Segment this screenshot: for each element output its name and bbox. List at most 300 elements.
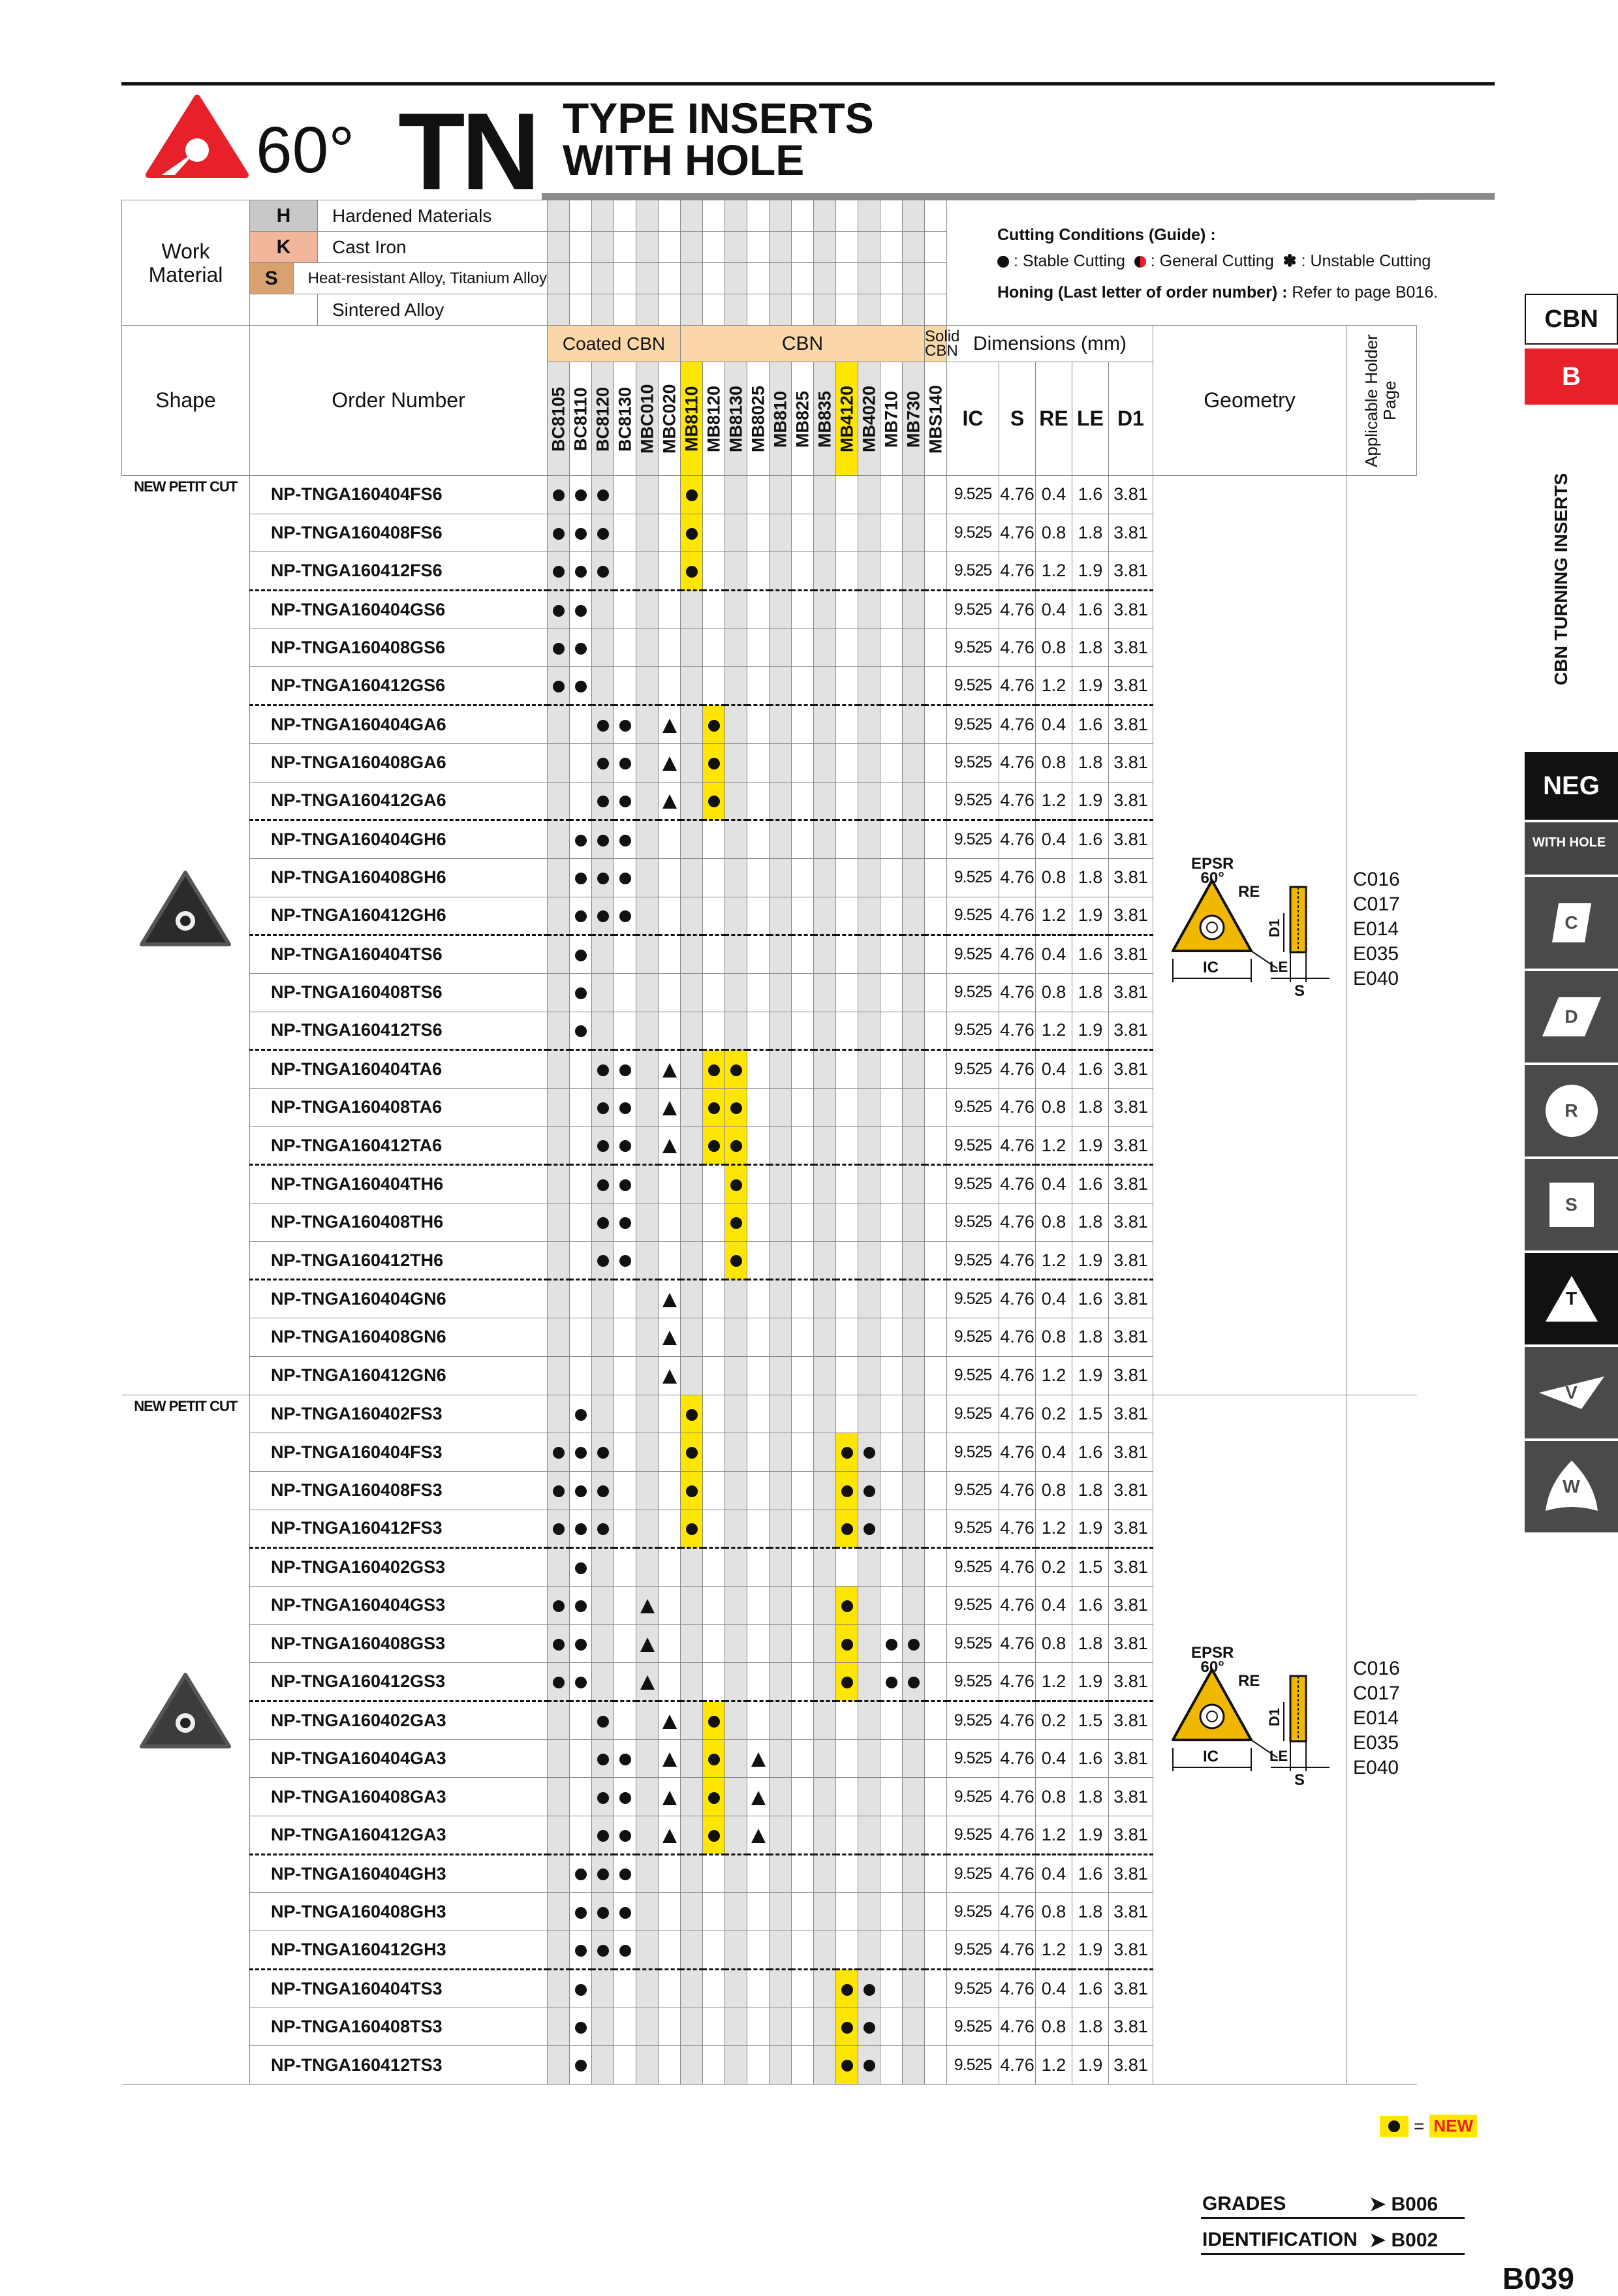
order-number: NP-TNGA160404GA6 — [250, 706, 548, 744]
re-label: RE — [1238, 883, 1260, 901]
shape-tab-c[interactable]: C — [1525, 877, 1618, 969]
grade-cell — [903, 1471, 925, 1510]
grade-cell — [636, 1854, 659, 1893]
dot-mark-icon — [908, 1639, 920, 1651]
grade-cell — [836, 1701, 858, 1740]
grade-name: MB4120 — [837, 385, 856, 452]
grade-cell — [548, 591, 570, 629]
grade-cell — [614, 552, 636, 591]
grade-header — [570, 362, 592, 476]
grade-cell — [703, 1165, 725, 1203]
dim-value: 1.9 — [1072, 552, 1109, 591]
footer-rule-2 — [1201, 2253, 1465, 2255]
grade-cell — [770, 1241, 792, 1280]
dim-value: 4.76 — [999, 667, 1036, 706]
dot-mark-icon — [863, 1984, 875, 1996]
dot-mark-icon — [863, 1447, 875, 1459]
dim-value: 3.81 — [1109, 1318, 1153, 1357]
grade-cell — [548, 820, 570, 859]
shape-tab-t[interactable]: T — [1525, 1253, 1618, 1344]
grade-cell — [770, 1433, 792, 1472]
grade-cell — [659, 1548, 681, 1587]
order-number: NP-TNGA160402GA3 — [250, 1701, 548, 1740]
triangle-mark-icon — [662, 756, 677, 771]
dim-value: 1.5 — [1072, 1548, 1109, 1587]
grade-cell — [659, 1816, 681, 1855]
grade-cell — [659, 1203, 681, 1242]
grade-cell — [925, 858, 947, 897]
dot-mark-icon — [575, 1562, 587, 1574]
order-number: NP-TNGA160412FS3 — [250, 1510, 548, 1548]
grade-cell — [592, 591, 614, 629]
grade-cell — [725, 1510, 747, 1548]
dim-value: 4.76 — [999, 1126, 1036, 1165]
grade-cell — [814, 476, 836, 514]
grade-cell — [925, 1126, 947, 1165]
wm-name: Hardened Materials — [332, 205, 492, 226]
grade-cell — [770, 1893, 792, 1931]
tab-with-hole[interactable]: WITH HOLE — [1525, 822, 1618, 875]
grade-cell — [548, 1203, 570, 1242]
grade-cell — [570, 476, 592, 514]
dim-value: 9.525 — [947, 1318, 999, 1357]
grade-cell — [636, 1663, 659, 1701]
col-solid-cbn: Solid CBN — [925, 326, 947, 362]
dot-mark-icon — [575, 950, 587, 961]
grade-cell — [636, 706, 659, 744]
dim-value: 0.4 — [1036, 1165, 1072, 1203]
grade-cell — [703, 1356, 725, 1395]
grade-cell — [814, 1931, 836, 1970]
grade-cell — [792, 1280, 814, 1318]
grade-cell — [614, 897, 636, 935]
grade-name: BC8110 — [570, 386, 590, 451]
grade-cell — [725, 1433, 747, 1472]
grade-cell — [636, 1778, 659, 1816]
wm-grade-cell — [880, 200, 903, 232]
grade-cell — [770, 1510, 792, 1548]
grade-cell — [570, 1471, 592, 1510]
dot-mark-icon — [597, 1102, 609, 1114]
shape-tab-d[interactable]: D — [1525, 971, 1618, 1063]
grade-cell — [614, 1241, 636, 1280]
dim-value: 9.525 — [947, 935, 999, 974]
order-number: NP-TNGA160408TA6 — [250, 1089, 548, 1127]
dim-value: 3.81 — [1109, 1433, 1153, 1472]
grade-cell — [592, 1089, 614, 1127]
grade-cell — [681, 1318, 703, 1357]
grade-cell — [681, 743, 703, 782]
grade-cell — [858, 591, 880, 629]
col-shape: Shape — [122, 326, 250, 476]
wm-grade-cell — [814, 200, 836, 232]
dim-value: 3.81 — [1109, 2008, 1153, 2046]
dot-mark-icon — [686, 1447, 698, 1459]
dot-mark-icon — [597, 835, 609, 846]
grade-cell — [925, 1280, 947, 1318]
grade-cell — [659, 2046, 681, 2085]
shape-tab-r[interactable]: R — [1525, 1065, 1618, 1156]
grade-cell — [880, 1280, 903, 1318]
grade-cell — [747, 1854, 770, 1893]
dim-value: 4.76 — [999, 897, 1036, 935]
grade-cell — [659, 1433, 681, 1472]
grade-cell — [725, 628, 747, 667]
grade-cell — [703, 1280, 725, 1318]
grade-cell — [725, 743, 747, 782]
grade-cell — [592, 1931, 614, 1970]
dim-value: 9.525 — [947, 1395, 999, 1433]
grade-cell — [880, 935, 903, 974]
grade-cell — [703, 476, 725, 514]
grade-cell — [614, 820, 636, 859]
dim-value: 9.525 — [947, 552, 999, 591]
grade-cell — [814, 1701, 836, 1740]
grade-cell — [570, 1318, 592, 1357]
grade-cell — [614, 1510, 636, 1548]
grade-cell — [792, 1089, 814, 1127]
dot-mark-icon — [619, 1907, 631, 1919]
dim-value: 1.5 — [1072, 1701, 1109, 1740]
grade-cell — [636, 1356, 659, 1395]
wm-name: Heat-resistant Alloy, Titanium Alloy — [307, 269, 547, 287]
grade-cell — [681, 1854, 703, 1893]
grade-cell — [703, 743, 725, 782]
grade-cell — [703, 1969, 725, 2008]
grade-cell — [614, 1816, 636, 1855]
dim-value: 1.9 — [1072, 667, 1109, 706]
grade-cell — [770, 1624, 792, 1663]
grade-cell — [925, 1816, 947, 1855]
grade-cell — [747, 514, 770, 552]
grade-cell — [548, 1050, 570, 1089]
grade-cell — [681, 1816, 703, 1855]
grade-cell — [592, 1356, 614, 1395]
dot-mark-icon — [619, 1869, 631, 1880]
grade-cell — [725, 1203, 747, 1242]
shape-tab-v[interactable]: V — [1525, 1347, 1618, 1438]
grade-cell — [570, 935, 592, 974]
grade-cell — [880, 1012, 903, 1050]
grade-cell — [880, 743, 903, 782]
grade-cell — [548, 1548, 570, 1587]
dim-value: 9.525 — [947, 1165, 999, 1203]
grade-cell — [792, 1012, 814, 1050]
dot-mark-icon — [597, 796, 609, 807]
dim-header: LE — [1072, 362, 1109, 476]
grade-name: MB4020 — [859, 385, 879, 452]
grade-cell — [747, 1471, 770, 1510]
grade-cell — [659, 1663, 681, 1701]
grade-cell — [925, 552, 947, 591]
dot-mark-icon — [841, 1485, 853, 1497]
grade-cell — [903, 2008, 925, 2046]
grade-cell — [814, 1050, 836, 1089]
grade-cell — [770, 1126, 792, 1165]
dim-value: 4.76 — [999, 1624, 1036, 1663]
grade-name: MB825 — [792, 390, 812, 448]
grade-cell — [747, 1510, 770, 1548]
grade-cell — [681, 1969, 703, 2008]
wm-grade-cell — [858, 200, 880, 232]
wm-grade-cell — [770, 200, 792, 232]
dim-value: 0.4 — [1036, 1586, 1072, 1624]
wm-grade-cell — [792, 200, 814, 232]
order-number: NP-TNGA160412TS6 — [250, 1012, 548, 1050]
grade-cell — [814, 1778, 836, 1816]
grade-cell — [681, 1089, 703, 1127]
dim-value: 3.81 — [1109, 1012, 1153, 1050]
grade-cell — [592, 1471, 614, 1510]
dim-value: 1.6 — [1072, 1739, 1109, 1778]
dot-mark-icon — [863, 2022, 875, 2034]
grade-cell — [925, 1624, 947, 1663]
grade-cell — [548, 1089, 570, 1127]
grade-cell — [903, 858, 925, 897]
grade-cell — [703, 628, 725, 667]
grade-cell — [858, 1816, 880, 1855]
grade-cell — [880, 1969, 903, 2008]
grade-cell — [836, 706, 858, 744]
grade-cell — [925, 1854, 947, 1893]
s-label: S — [1294, 982, 1305, 1000]
dim-header: D1 — [1109, 362, 1153, 476]
grade-cell — [681, 782, 703, 820]
grade-cell — [681, 2008, 703, 2046]
dot-mark-icon — [863, 1523, 875, 1535]
grade-cell — [880, 1395, 903, 1433]
shape-tab-w[interactable]: W — [1525, 1441, 1618, 1532]
grade-cell — [814, 1663, 836, 1701]
shape-tab-s[interactable]: S — [1525, 1159, 1618, 1250]
header-rule — [121, 82, 1495, 85]
grade-cell — [681, 1778, 703, 1816]
grade-cell — [747, 706, 770, 744]
grade-cell — [592, 1854, 614, 1893]
grade-cell — [925, 1433, 947, 1472]
grade-cell — [792, 1893, 814, 1931]
grade-cell — [548, 1241, 570, 1280]
wm-grade-cell — [858, 263, 880, 294]
grade-cell — [659, 1701, 681, 1740]
dim-value: 9.525 — [947, 1089, 999, 1127]
grade-cell — [659, 1012, 681, 1050]
dot-mark-icon — [841, 1600, 853, 1612]
dot-mark-icon — [619, 835, 631, 846]
dim-value: 0.4 — [1036, 591, 1072, 629]
order-number: NP-TNGA160412GA6 — [250, 782, 548, 820]
grade-cell — [703, 1126, 725, 1165]
order-number: NP-TNGA160404FS6 — [250, 476, 548, 514]
grade-cell — [614, 973, 636, 1012]
order-number: NP-TNGA160404GS3 — [250, 1586, 548, 1624]
grade-cell — [770, 1280, 792, 1318]
order-number: NP-TNGA160404TH6 — [250, 1165, 548, 1203]
grade-cell — [858, 1778, 880, 1816]
dim-value: 0.4 — [1036, 706, 1072, 744]
le-label: LE — [1269, 959, 1288, 975]
dim-value: 4.76 — [999, 1356, 1036, 1395]
grade-cell — [548, 858, 570, 897]
grade-cell — [880, 706, 903, 744]
wm-grade-cell — [814, 263, 836, 294]
wm-grade-cell — [659, 232, 681, 263]
grade-cell — [614, 1395, 636, 1433]
dim-value: 4.76 — [999, 782, 1036, 820]
grade-cell — [836, 514, 858, 552]
dim-value: 9.525 — [947, 1931, 999, 1970]
wm-grade-cell — [703, 294, 725, 326]
grade-cell — [792, 897, 814, 935]
dot-mark-icon — [708, 1716, 720, 1728]
section-label: CBN TURNING INSERTS — [1551, 473, 1571, 685]
grade-cell — [570, 1395, 592, 1433]
dim-value: 0.8 — [1036, 973, 1072, 1012]
dim-value: 0.2 — [1036, 1548, 1072, 1587]
grade-cell — [925, 1663, 947, 1701]
dot-mark-icon — [908, 1677, 920, 1688]
grade-cell — [703, 1395, 725, 1433]
grade-cell — [703, 782, 725, 820]
grade-cell — [592, 1778, 614, 1816]
dot-mark-icon — [708, 1102, 720, 1114]
wm-grade-cell — [614, 200, 636, 232]
dim-value: 1.6 — [1072, 706, 1109, 744]
grade-cell — [725, 1089, 747, 1127]
dot-mark-icon — [553, 489, 565, 501]
wm-grade-cell — [636, 294, 659, 326]
dot-mark-icon — [597, 1945, 609, 1957]
grade-cell — [836, 1165, 858, 1203]
grade-cell — [703, 858, 725, 897]
dim-value: 3.81 — [1109, 1203, 1153, 1242]
dim-value: 0.4 — [1036, 1854, 1072, 1893]
dim-value: 9.525 — [947, 628, 999, 667]
grades-link[interactable]: ➤ B006 — [1369, 2194, 1439, 2215]
grade-cell — [836, 743, 858, 782]
wm-grade-cell — [614, 294, 636, 326]
wm-grade-cell — [592, 294, 614, 326]
wm-grade-cell — [814, 232, 836, 263]
grade-cell — [792, 782, 814, 820]
grade-cell — [747, 782, 770, 820]
dim-value: 1.9 — [1072, 782, 1109, 820]
grade-cell — [548, 782, 570, 820]
dot-mark-icon — [597, 1217, 609, 1229]
tab-neg[interactable]: NEG — [1525, 752, 1618, 820]
grade-cell — [659, 1471, 681, 1510]
grade-cell — [903, 935, 925, 974]
grade-cell — [836, 2008, 858, 2046]
wm-grade-cell — [548, 232, 570, 263]
geometry-cell — [1153, 1395, 1346, 2084]
grade-cell — [548, 552, 570, 591]
dim-value: 1.6 — [1072, 1280, 1109, 1318]
grade-cell — [858, 1854, 880, 1893]
grade-cell — [614, 1586, 636, 1624]
grade-cell — [747, 628, 770, 667]
grade-cell — [836, 1203, 858, 1242]
dot-mark-icon — [575, 1869, 587, 1880]
grade-cell — [592, 1203, 614, 1242]
grade-cell — [858, 1356, 880, 1395]
grade-cell — [659, 1165, 681, 1203]
dim-value: 3.81 — [1109, 2046, 1153, 2085]
dim-value: 4.76 — [999, 591, 1036, 629]
grade-cell — [925, 2008, 947, 2046]
grade-cell — [703, 2008, 725, 2046]
grade-cell — [725, 1663, 747, 1701]
order-number: NP-TNGA160402FS3 — [250, 1395, 548, 1433]
identification-link[interactable]: ➤ B002 — [1369, 2229, 1439, 2251]
tab-b[interactable]: B — [1525, 349, 1618, 405]
dot-mark-icon — [597, 1716, 609, 1728]
grade-cell — [858, 858, 880, 897]
grade-cell — [814, 782, 836, 820]
grade-cell — [703, 1471, 725, 1510]
wm-code: K — [250, 232, 318, 262]
dot-mark-icon — [553, 605, 565, 617]
dot-mark-icon — [575, 528, 587, 540]
grade-cell — [747, 1739, 770, 1778]
grade-cell — [747, 1012, 770, 1050]
grade-cell — [770, 514, 792, 552]
dim-value: 4.76 — [999, 1510, 1036, 1548]
grade-cell — [858, 973, 880, 1012]
grade-cell — [636, 1624, 659, 1663]
grade-cell — [903, 1548, 925, 1587]
grade-cell — [858, 1241, 880, 1280]
grade-cell — [725, 1395, 747, 1433]
grade-cell — [858, 2008, 880, 2046]
dim-value: 1.6 — [1072, 820, 1109, 859]
grade-cell — [925, 1739, 947, 1778]
grade-cell — [636, 897, 659, 935]
grade-cell — [814, 552, 836, 591]
grade-cell — [681, 628, 703, 667]
dim-value: 3.81 — [1109, 1816, 1153, 1855]
dot-mark-icon — [730, 1064, 742, 1076]
wm-grade-cell — [925, 232, 947, 263]
dim-value: 9.525 — [947, 1624, 999, 1663]
grade-cell — [858, 1318, 880, 1357]
grade-cell — [570, 1548, 592, 1587]
angle-label: 60° — [256, 114, 355, 187]
grade-cell — [747, 1548, 770, 1587]
epsr-angle: 60° — [1200, 869, 1224, 887]
dim-value: 3.81 — [1109, 1241, 1153, 1280]
tab-cbn[interactable]: CBN — [1525, 294, 1618, 345]
order-number: NP-TNGA160404TS6 — [250, 935, 548, 974]
grade-cell — [725, 935, 747, 974]
grade-cell — [570, 1816, 592, 1855]
dim-value: 3.81 — [1109, 1356, 1153, 1395]
col-coated-cbn: Coated CBN — [548, 326, 681, 362]
grade-cell — [570, 2008, 592, 2046]
grade-cell — [792, 1739, 814, 1778]
dot-mark-icon — [597, 1754, 609, 1765]
dim-value: 0.8 — [1036, 2008, 1072, 2046]
grade-cell — [659, 1280, 681, 1318]
grade-cell — [770, 2008, 792, 2046]
grade-cell — [681, 667, 703, 706]
grade-cell — [792, 1624, 814, 1663]
grade-cell — [770, 2046, 792, 2085]
wm-grade-cell — [725, 263, 747, 294]
grade-cell — [659, 897, 681, 935]
grade-cell — [880, 1739, 903, 1778]
grade-cell — [925, 1548, 947, 1587]
